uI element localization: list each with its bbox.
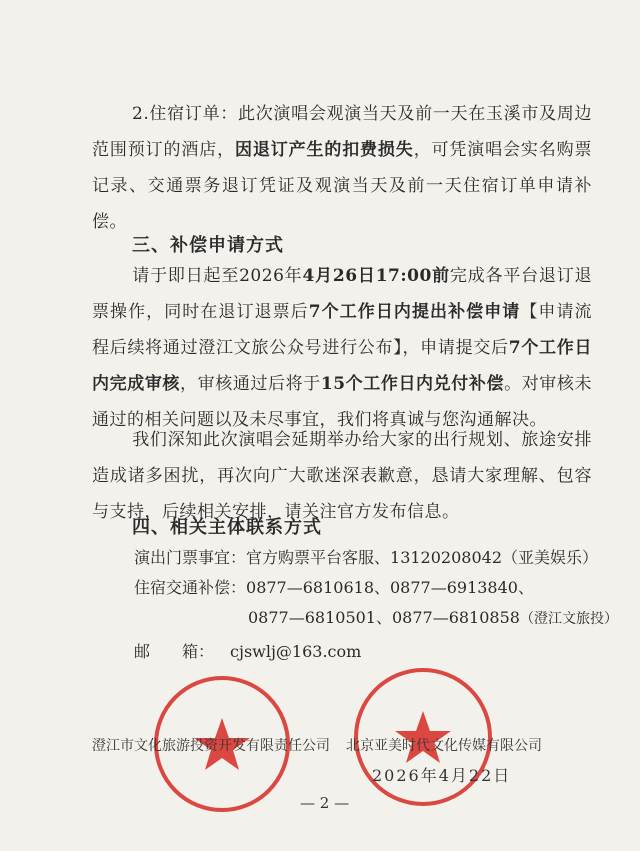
email-label: 邮 箱： [134, 642, 215, 661]
footer-org-right: 北京亚美时代文化传媒有限公司 [346, 738, 542, 754]
s3-bold-apply-window: 7个工作日内提出补偿申请 [308, 302, 521, 322]
closing-text: 我们深知此次演唱会延期举办给大家的出行规划、旅途安排造成诸多困扰，再次向广大歌迷深表歉意，恳请大家理解、包容与支持，后续相关安排，请关注官方发布信息。 [92, 430, 592, 522]
section3-paragraph [92, 258, 592, 438]
lodging-phones-2: 0877—6810501、0877—6810858 [248, 608, 520, 627]
lodging-phones-1: 0877—6810618、0877—6913840、 [246, 578, 534, 597]
item2-text-suffix: ，可凭演唱会实名购票记录、交通票务退订凭证及观演当天及前一天住宿订单申请补偿。 [92, 140, 593, 232]
s3-bold-deadline: 4月26日17:00前 [302, 266, 450, 286]
email-value: cjswlj@163.com [230, 642, 362, 661]
s3-text-4: ，审核通过后将于 [180, 374, 321, 394]
section3-heading: 三、补偿申请方式 [132, 235, 284, 256]
section4-heading: 四、相关主体联系方式 [132, 517, 322, 538]
ticket-value: 官方购票平台客服、13120208042（亚美娱乐） [246, 548, 598, 567]
s3-bold-payout-window: 15个工作日内兑付补偿 [320, 374, 505, 394]
contact-lodging-line-2 [248, 603, 618, 634]
s3-text-5: 。对审核未通过的相关问题以及未尽事宜，我们将真诚与您沟通解决。 [92, 374, 593, 430]
footer-org-left: 澄江市文化旅游投资开发有限责任公司 [92, 738, 330, 754]
s3-text-3: 【申请流程后续将通过澄江文旅公众号进行公布】，申请提交后 [92, 302, 593, 358]
item2-bold-text: 因退订产生的扣费损失 [234, 140, 414, 160]
lodging-note: （澄江文旅投） [519, 611, 618, 627]
ticket-label: 演出门票事宜： [134, 548, 247, 567]
s3-text-1: 请于即日起至2026年 [132, 266, 303, 286]
contact-lodging-line-1 [134, 573, 534, 603]
document-date: 2026年4月22日 [372, 766, 512, 785]
contact-email-line [134, 637, 361, 667]
section2-item2-paragraph [92, 96, 592, 240]
page-number: — 2 — [300, 794, 350, 812]
contact-ticket-line [134, 543, 598, 573]
s3-bold-review-window: 7个工作日内完成审核 [92, 338, 592, 394]
lodging-label: 住宿交通补偿： [134, 578, 247, 597]
s3-text-2: 完成各平台退订退票操作，同时在退订退票后 [92, 266, 593, 322]
item2-text-prefix: 2.住宿订单：此次演唱会观演当天及前一天在玉溪市及周边范围预订的酒店， [92, 104, 592, 160]
